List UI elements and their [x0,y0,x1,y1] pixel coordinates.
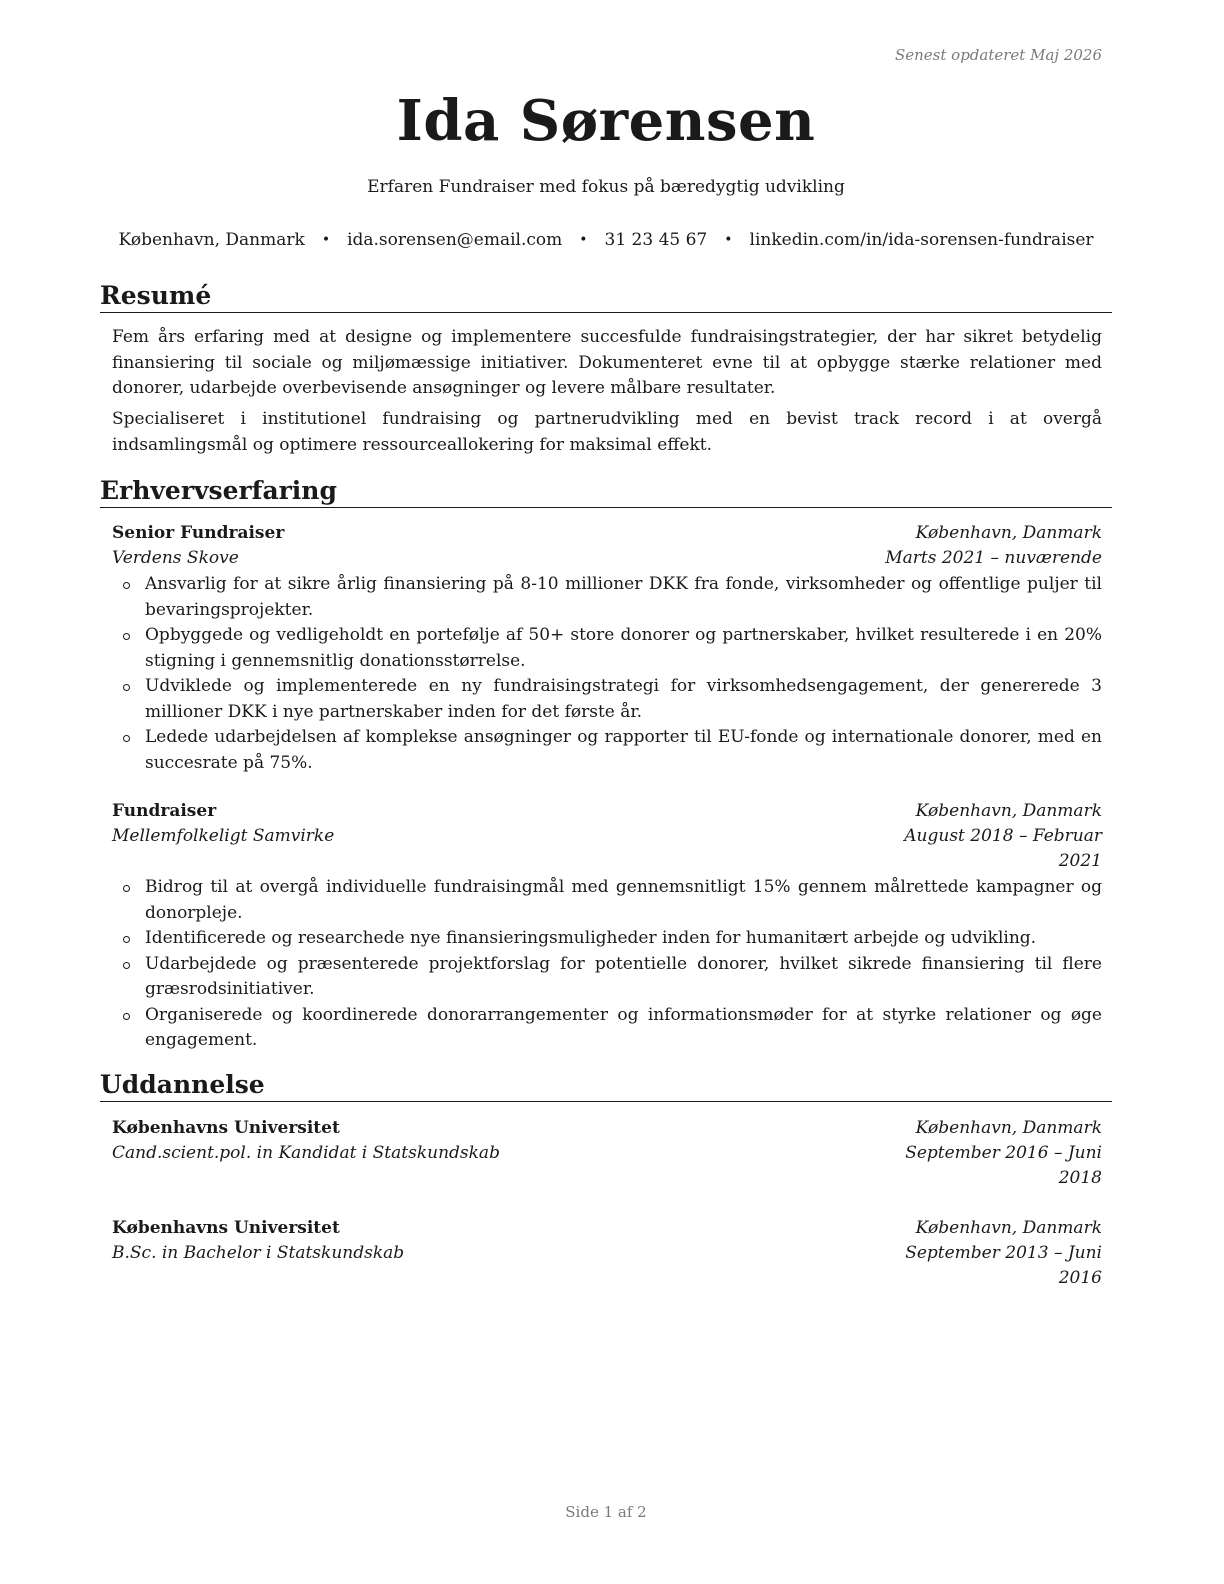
job-location: København, Danmark [915,523,1102,543]
candidate-name: Ida Sørensen [396,88,816,154]
education-dates: September 2013 – Juni 2016 [905,1243,1102,1288]
tagline: Erfaren Fundraiser med fokus på bæredygtig udvikling [367,177,845,197]
list-item: Ansvarlig for at sikre årlig finansiering på 8-10 millioner DKK fra fonde, virksomheder og offentlige puljer til bevaringsprojekter. [112,572,1102,623]
section-title-education: Uddannelse [100,1069,1112,1102]
list-item: Organiserede og koordinerede donorarrangementer og informationsmøder for at styrke relationer og øge engagement. [112,1003,1102,1054]
list-item: Ledede udarbejdelsen af komplekse ansøgninger og rapporter til EU-fonde og internationale donorer, med en succesrate på 75%. [112,725,1102,776]
job-header [112,799,1102,874]
job-role: Fundraiser [112,801,217,821]
contact-email[interactable]: ida.sorensen@email.com [347,230,563,250]
circle-bullet-icon [123,962,130,969]
job-dates: Marts 2021 – nuværende [885,548,1102,568]
job-role: Senior Fundraiser [112,523,285,543]
list-item: Identificerede og researchede nye finansieringsmuligheder inden for humanitært arbejde og udvikling. [112,926,1102,952]
school-name: Københavns Universitet [112,1118,340,1138]
circle-bullet-icon [123,633,130,640]
summary-paragraph: Fem års erfaring med at designe og implementere succesfulde fundraisingstrategier, der har sikret betydelig finansiering til sociale og miljømæssige initiativer. Dokumenteret evne til at opbygge stærke relationer med donorer, udarbejde overbevisende ansøgninger og levere målbare resultater. [112,327,1102,398]
circle-bullet-icon [123,885,130,892]
job-dates: August 2018 – Februar 2021 [904,826,1102,871]
list-item: Udviklede og implementerede en ny fundraisingstrategi for virksomhedsengagement, der genererede 3 millioner DKK i nye partnerskaber inden for det første år. [112,674,1102,725]
contact-linkedin[interactable]: linkedin.com/in/ida-sorensen-fundraiser [749,230,1094,250]
education-entry [112,1216,1102,1291]
summary-paragraph: Specialiseret i institutionel fundraising og partnerudvikling med en bevist track record i at overgå indsamlingsmål og optimere ressourceallokering for maksimal effekt. [112,409,1102,455]
job-organization: Mellemfolkeligt Samvirke [112,826,335,846]
circle-bullet-icon [123,735,130,742]
job-organization: Verdens Skove [112,548,239,568]
school-location: København, Danmark [915,1218,1102,1238]
circle-bullet-icon [123,582,130,589]
section-title-summary: Resumé [100,280,1112,313]
section-title-experience: Erhvervserfaring [100,475,1112,508]
bullet-separator: • [321,232,331,248]
education-dates: September 2016 – Juni 2018 [905,1143,1102,1188]
contact-phone: 31 23 45 67 [604,230,708,250]
job-location: København, Danmark [915,801,1102,821]
degree: Cand.scient.pol. in Kandidat i Statskundskab [112,1143,500,1163]
contact-location: København, Danmark [118,230,305,250]
contact-line [100,228,1112,252]
degree: B.Sc. in Bachelor i Statskundskab [112,1243,405,1263]
bullet-separator: • [724,232,733,248]
list-item: Udarbejdede og præsenterede projektforslag for potentielle donorer, hvilket sikrede finansiering til flere græsrodsinitiativer. [112,952,1102,1003]
circle-bullet-icon [123,936,130,943]
list-item: Bidrog til at overgå individuelle fundraisingmål med gennemsnitligt 15% gennem målrettede kampagner og donorpleje. [112,875,1102,926]
school-name: Københavns Universitet [112,1218,340,1238]
school-location: København, Danmark [915,1118,1102,1138]
resume-page [100,0,1112,1584]
bullet-separator: • [579,232,588,248]
list-item: Opbyggede og vedligeholdt en portefølje af 50+ store donorer og partnerskaber, hvilket resulterede i en 20% stigning i gennemsnitlig donationsstørrelse. [112,623,1102,674]
job-bullets [112,572,1102,776]
education-entry [112,1116,1102,1191]
page-number: Side 1 af 2 [565,1503,647,1521]
job-header [112,521,1102,571]
last-updated: Senest opdateret Maj 2026 [894,46,1102,64]
circle-bullet-icon [123,1013,130,1020]
circle-bullet-icon [123,684,130,691]
job-bullets [112,875,1102,1054]
